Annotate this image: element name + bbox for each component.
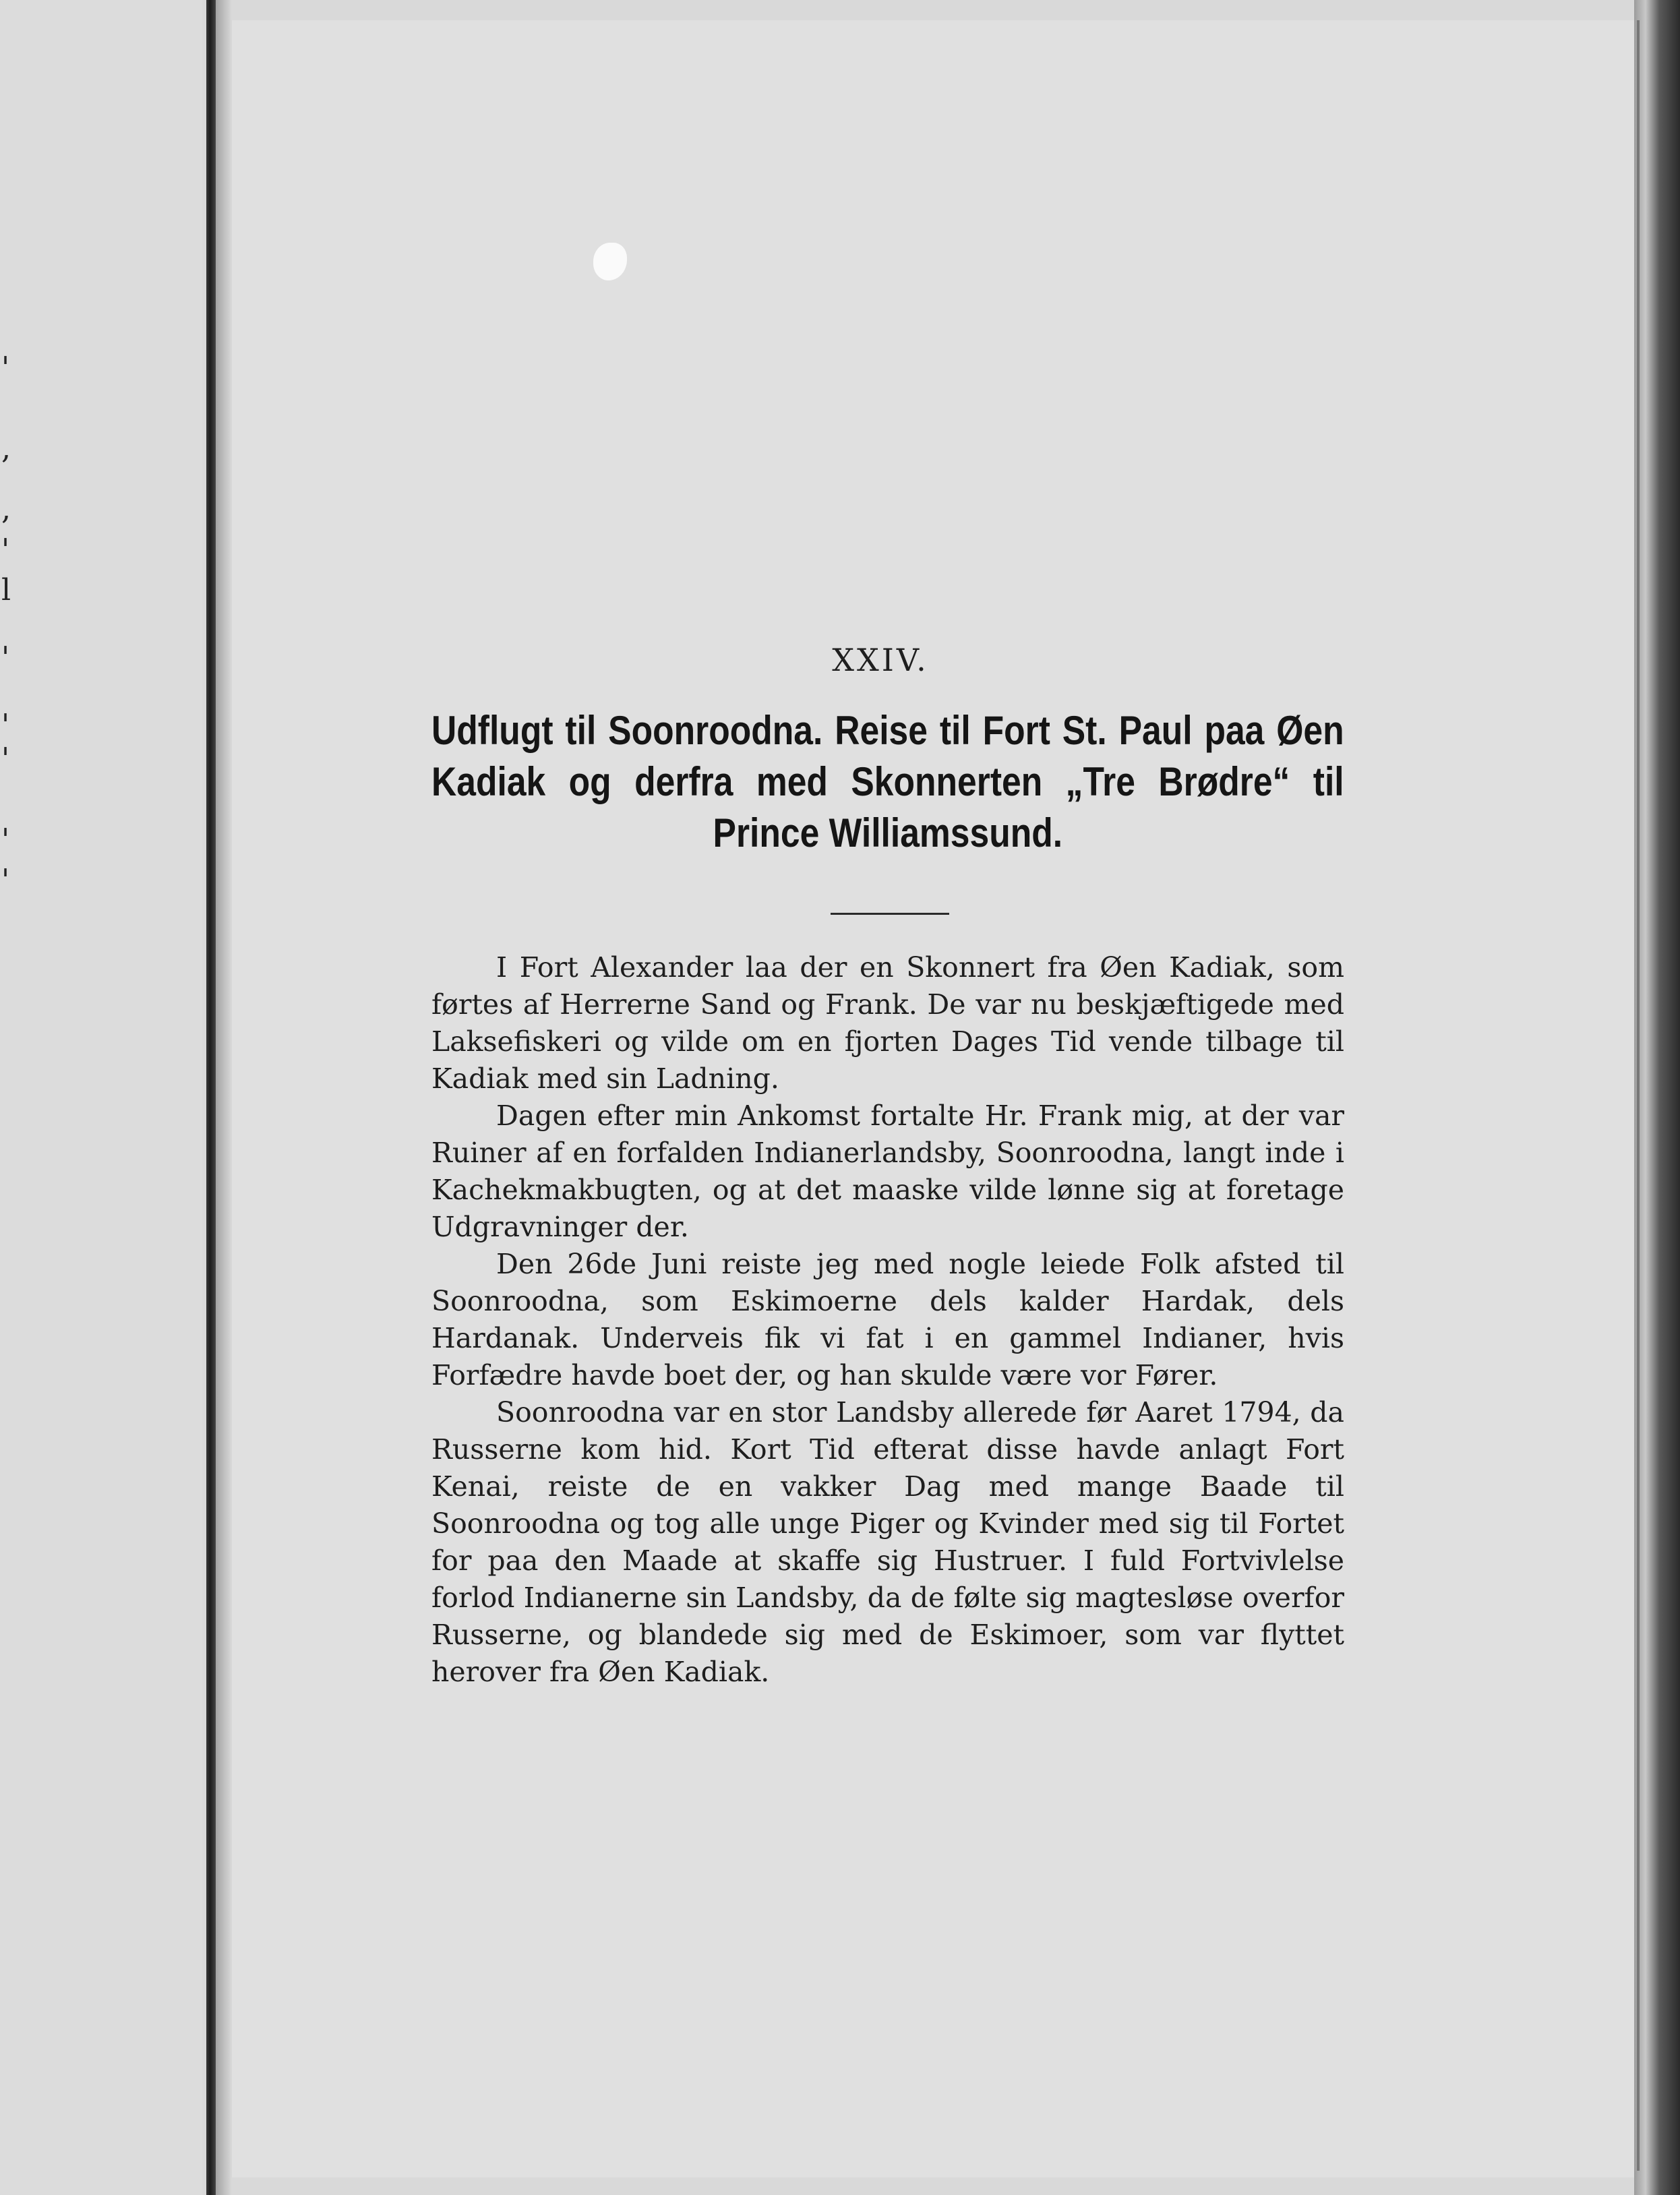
- left-page-fragment: ,: [1, 431, 11, 466]
- gutter-shadow: [216, 0, 232, 2195]
- title-divider: [831, 913, 949, 915]
- book-gutter: [206, 0, 216, 2195]
- paragraph: I Fort Alexander laa der en Skonnert fra Øen Kadiak, som førtes af Herrerne Sand og Frank. De var nu beskjæftigede med Laksefiskeri og vilde om en fjorten Dages Tid vende tilbage til Kadiak med sin Ladning.: [431, 951, 1344, 1095]
- chapter-body: [431, 949, 1344, 1691]
- left-page-fragment: ': [1, 640, 10, 675]
- left-page-fragment: ': [1, 708, 10, 742]
- paragraph: Den 26de Juni reiste jeg med nogle leiede Folk afsted til Soonroodna, som Eskimoerne dels kalder Hardak, dels Hardanak. Underveis fik vi fat i en gammel Indianer, hvis Forfædre havde boet der, og han skulde være vor Fører.: [431, 1248, 1344, 1391]
- paragraph: Soonroodna var en stor Landsby allerede før Aaret 1794, da Russerne kom hid. Kort Tid efterat disse havde anlagt Fort Kenai, reiste de en vakker Dag med mange Baade til Soonroodna og tog alle unge Piger og Kvinder med sig til Fortet for paa den Maade at skaffe sig Hustruer. I fuld Fortvivlelse forlod Indianerne sin Landsby, da de følte sig magtesløse overfor Russerne, og blandede sig med de Eskimoer, som var flyttet herover fra Øen Kadiak.: [431, 1396, 1344, 1688]
- left-page-fragment: l: [1, 573, 11, 607]
- left-page-fragment: ': [1, 822, 10, 857]
- chapter-title: Udflugt til Soonroodna. Reise til Fort St. Paul paa Øen Kadiak og derfra med Skonnerten „Tre Brødre“ til Prince Williamssund.: [431, 708, 1344, 855]
- left-page-strip: [0, 0, 202, 2195]
- page-edge: [1634, 0, 1680, 2195]
- left-page-fragment: ': [1, 863, 10, 897]
- left-page-fragment: ': [1, 742, 10, 776]
- left-page-fragment: ,: [1, 492, 11, 527]
- paragraph: Dagen efter min Ankomst fortalte Hr. Frank mig, at der var Ruiner af en forfalden Indianerlandsby, Soonroodna, langt inde i Kachekmakbugten, og at det maaske vilde lønne sig at foretage Udgravninger der.: [431, 1100, 1344, 1243]
- left-page-fragment: ': [1, 351, 10, 385]
- page-edge-line: [1637, 20, 1640, 2171]
- chapter-number: XXIV.: [832, 642, 929, 678]
- left-page-fragment: ': [1, 533, 10, 567]
